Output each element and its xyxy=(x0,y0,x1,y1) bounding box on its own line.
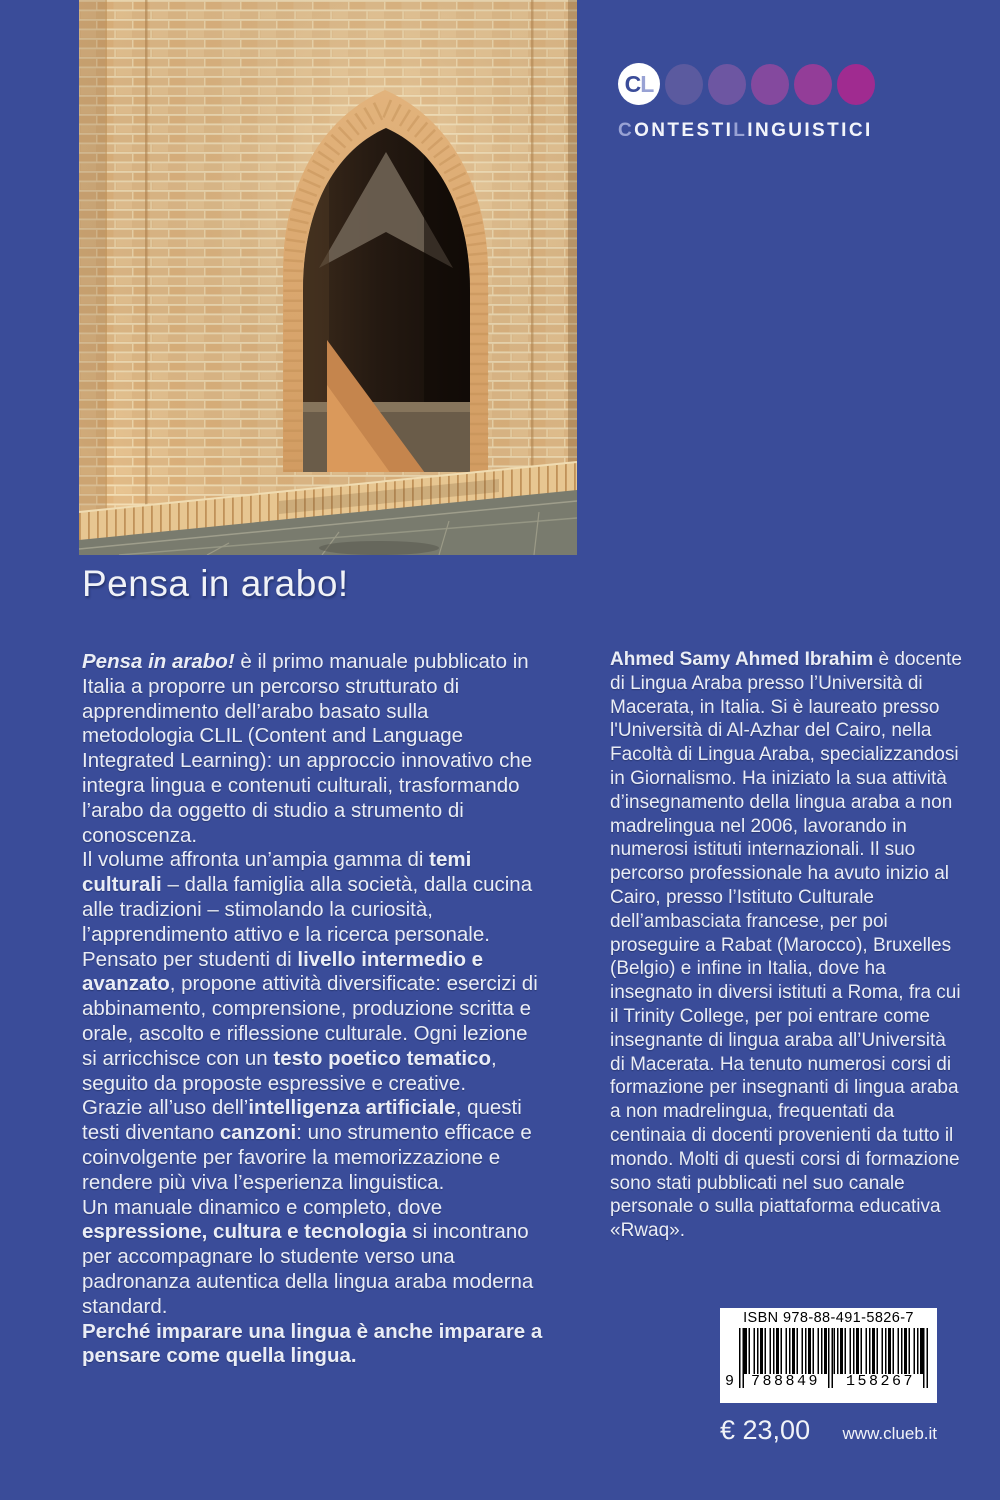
author-bio xyxy=(610,648,962,1243)
ean-lead-digit: 9 xyxy=(725,1373,735,1390)
cover-photo-brick-archway xyxy=(79,0,577,555)
barcode-stripes xyxy=(741,1328,928,1374)
ean-digit-group: 158267 xyxy=(840,1374,921,1390)
brand-name: CONTESTILINGUISTICI xyxy=(618,120,873,141)
cl-monogram-icon: C L xyxy=(618,63,660,105)
paragraph: Grazie all’uso dell’intelligenza artificiale, questi testi diventano canzoni: uno strumento efficace e coinvolgente per favorire la memorizzazione e rendere più viva l’esperienza linguistica. xyxy=(82,1096,532,1194)
footer-block xyxy=(720,1308,937,1446)
logo-dot-icon xyxy=(794,64,832,105)
paragraph: Pensa in arabo! è il primo manuale pubblicato in Italia a proporre un percorso strutturato di apprendimento dell’arabo basato sulla metodologia CLIL (Content and Language Integrated Learning): un approccio innovativo che integra lingua e contenuti culturali, trasformando l’arabo da oggetto di studio a strumento di conoscenza. xyxy=(82,650,533,847)
paragraph: Il volume affronta un’ampia gamma di temi culturali – dalla famiglia alla società, dalla cucina alle tradizioni – stimolando la curiosità, l’apprendimento attivo e la ricerca personale. xyxy=(82,848,533,946)
logo-dot-icon xyxy=(751,64,789,105)
isbn-label: ISBN 978-88-491-5826-7 xyxy=(743,1310,914,1326)
logo-dot-icon xyxy=(665,64,703,105)
logo-dot-icon xyxy=(837,64,875,105)
archway-illustration xyxy=(79,0,577,555)
paragraph: Pensato per studenti di livello intermedio e avanzato, propone attività diversificate: esercizi di abbinamento, comprensione, produzione scritta e orale, ascolto e riflessione culturale. Ogni lezione si arricchisce con un testo poetico tematico, seguito da proposte espressive e creative. xyxy=(82,947,538,1095)
logo-dots-row xyxy=(618,63,918,105)
publisher-website: www.clueb.it xyxy=(842,1424,937,1443)
paragraph: Un manuale dinamico e completo, dove espressione, cultura e tecnologia si incontrano per accompagnare lo studente verso una padronanza autentica della lingua araba moderna standard. xyxy=(82,1195,534,1318)
price-row xyxy=(720,1415,937,1446)
price: € 23,00 xyxy=(720,1415,811,1445)
ean-digit-group: 788849 xyxy=(745,1374,826,1390)
logo-dots xyxy=(660,64,875,105)
book-description xyxy=(82,650,544,1369)
paragraph: Ahmed Samy Ahmed Ibrahim è docente di Lingua Araba presso l’Università di Macerata, in Italia. Si è laureato presso l'Università di Al-Azhar del Cairo, nella Facoltà di Lingua Araba, specializzandosi in Giornalismo. Ha iniziato la sua attività d’insegnamento della lingua araba a non madrelingua nel 2006, lavorando in numerosi istituti internazionali. Il suo percorso professionale ha avuto inizio al Cairo, presso l’Istituto Culturale dell’ambasciata francese, per poi proseguire a Rabat (Marocco), Bruxelles (Belgio) e infine in Italia, dove ha insegnato in diversi istituti a Roma, fra cui il Trinity College, per poi entrare come insegnante di lingua araba all’Università di Macerata. Ha tenuto numerosi corsi di formazione per insegnanti di lingua araba a non madrelingua, frequentati da centinaia di docenti provenienti da tutto il mondo. Molti di questi corsi di formazione sono stati pubblicati nel suo canale personale o sulla piattaforma educativa «Rwaq». xyxy=(610,649,962,1242)
publisher-logo xyxy=(618,63,918,142)
logo-dot-icon xyxy=(708,64,746,105)
barcode-bars xyxy=(725,1328,928,1400)
isbn-barcode xyxy=(720,1308,937,1403)
paragraph: Perché imparare una lingua è anche imparare a pensare come quella lingua. xyxy=(82,1319,543,1368)
ean-digits xyxy=(725,1374,928,1390)
book-title: Pensa in arabo! xyxy=(82,563,349,604)
